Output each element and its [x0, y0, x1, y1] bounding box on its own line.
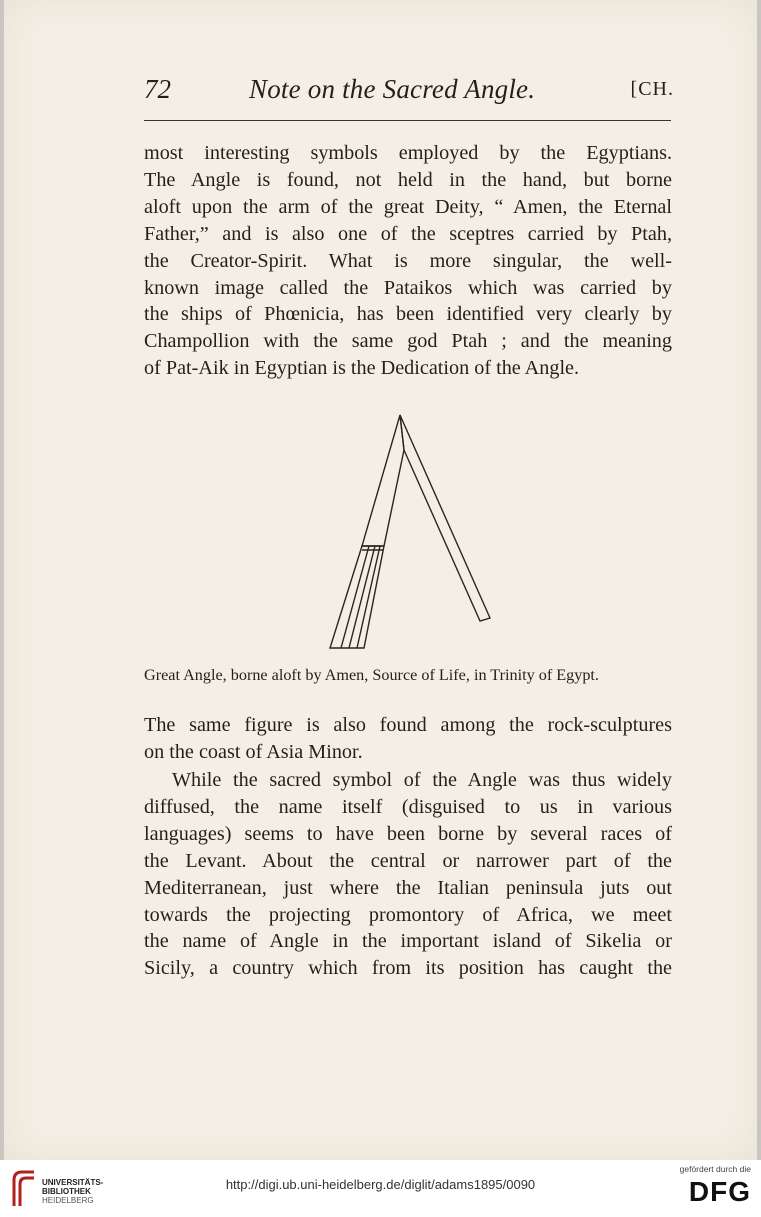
text-line: the Creator-Spirit. What is more singular, the well- [144, 249, 672, 272]
figure-caption: Great Angle, borne aloft by Amen, Source of Life, in Trinity of Egypt. [144, 666, 599, 684]
funder-label: gefördert durch die [679, 1164, 751, 1174]
text-line: Champollion with the same god Ptah ; and the meaning [144, 330, 672, 353]
handle-stripe [349, 546, 375, 648]
sacred-angle-figure [322, 410, 502, 655]
page-number: 72 [144, 74, 171, 104]
library-name-line: UNIVERSITÄTS- [42, 1178, 104, 1187]
text-line: the name of Angle in the important island of Sikelia or [144, 930, 672, 953]
text-line: known image called the Pataikos which was carried by [144, 276, 672, 299]
text-line: most interesting symbols employed by the Egyptians. [144, 142, 672, 164]
chapter-mark: [CH. [630, 78, 674, 100]
paragraph-3 [144, 767, 672, 982]
text-line: aloft upon the arm of the great Deity, “ Amen, the Eternal [144, 195, 672, 218]
text-line: of Pat-Aik in Egyptian is the Dedication of the Angle. [144, 357, 580, 380]
funder-block [661, 1164, 751, 1206]
header-rule [144, 120, 671, 121]
text-line: Mediterranean, just where the Italian peninsula juts out [144, 876, 672, 899]
paragraph-1 [144, 140, 672, 382]
text-line: The Angle is found, not held in the hand, but borne [144, 168, 672, 191]
source-url-link[interactable]: http://digi.ub.uni-heidelberg.de/diglit/adams1895/0090 [225, 1177, 536, 1192]
text-line: languages) seems to have been borne by several races of [144, 822, 672, 845]
handle-stripe [357, 546, 380, 648]
angle-left-staff [362, 415, 404, 546]
text-line: Sicily, a country which from its position has caught the [144, 957, 672, 980]
text-line: diffused, the name itself (disguised to us in various [144, 795, 672, 818]
library-city: HEIDELBERG [42, 1196, 94, 1205]
scanned-page [4, 0, 757, 1160]
page-header [144, 74, 674, 108]
angle-right-arm [400, 415, 490, 621]
handle-stripe [341, 546, 369, 648]
dfg-logo: DFG [688, 1176, 751, 1207]
library-name-line: BIBLIOTHEK [42, 1187, 91, 1196]
text-line: the ships of Phœnicia, has been identified very clearly by [144, 303, 672, 326]
text-line: The same figure is also found among the rock-sculptures [144, 714, 672, 736]
digitization-footer [0, 1160, 761, 1217]
running-title: Note on the Sacred Angle. [249, 74, 536, 104]
text-line: the Levant. About the central or narrower part of the [144, 849, 672, 872]
text-line: on the coast of Asia Minor. [144, 740, 363, 763]
paragraph-2 [144, 712, 672, 766]
text-line: While the sacred symbol of the Angle was thus widely [172, 769, 672, 791]
text-line: Father,” and is also one of the sceptres carried by Ptah, [144, 222, 672, 245]
text-line: towards the projecting promontory of Africa, we meet [144, 903, 672, 926]
